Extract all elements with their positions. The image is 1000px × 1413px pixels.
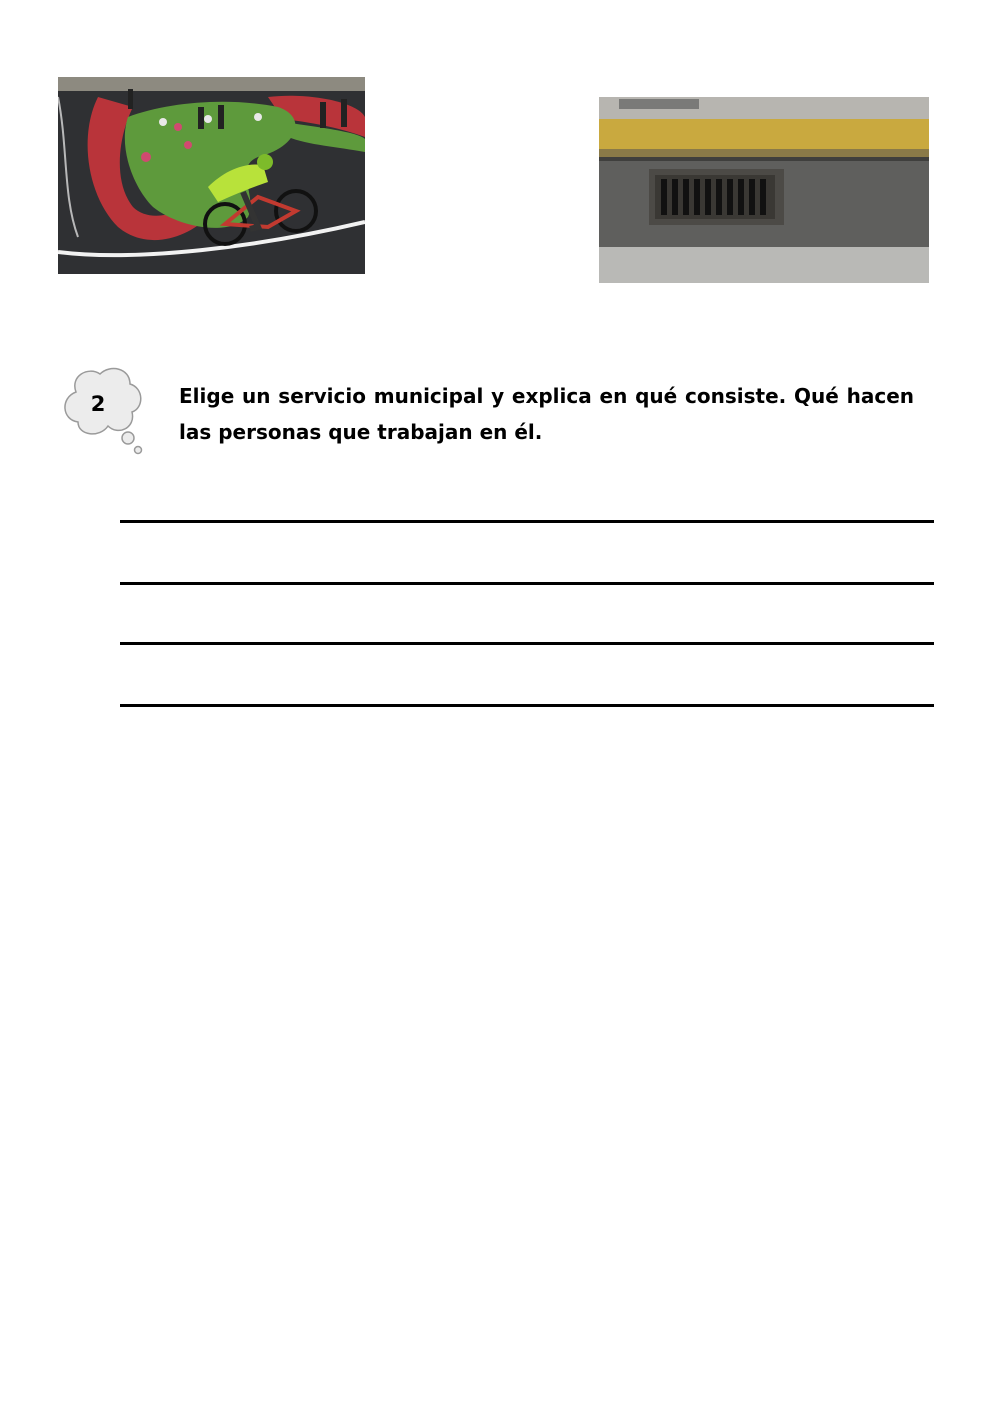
answer-line[interactable] <box>120 642 934 645</box>
pump-track-photo <box>58 77 365 274</box>
exercise-number-bubble <box>58 362 148 457</box>
answer-line[interactable] <box>120 520 934 523</box>
storm-drain-photo <box>599 97 929 283</box>
answer-line[interactable] <box>120 582 934 585</box>
answer-line[interactable] <box>120 704 934 707</box>
storm-drain-illustration <box>599 97 929 283</box>
pump-track-illustration <box>58 77 365 274</box>
exercise-number: 2 <box>90 392 106 416</box>
exercise-instruction: Elige un servicio municipal y explica en qué consiste. Qué hacen las personas que trabajan en él. <box>179 384 914 444</box>
